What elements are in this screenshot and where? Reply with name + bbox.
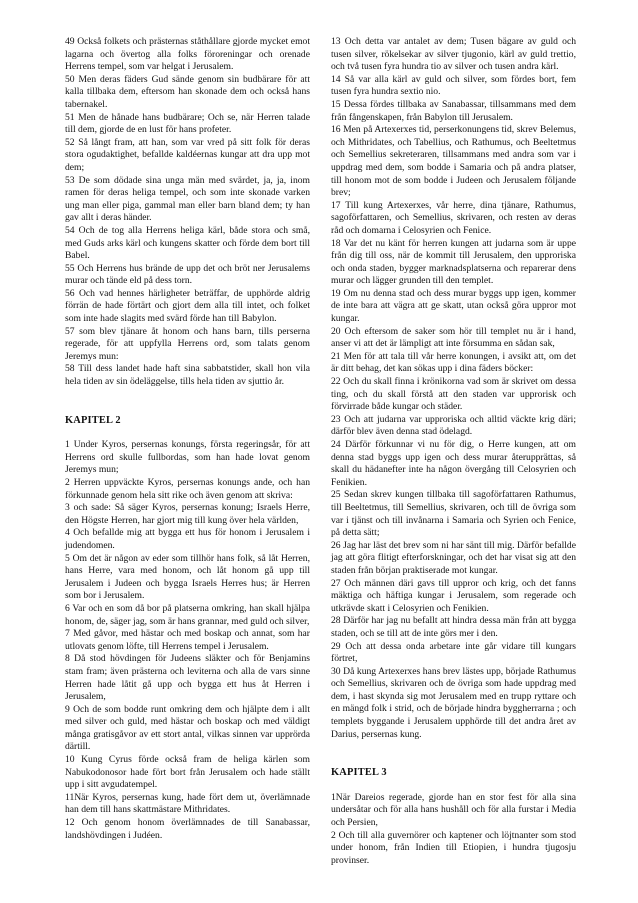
verse: 5 Om det är någon av eder som tillhör hans folk, så låt Herren, hans Herre, vara med honom, och låt honom gå upp till Jerusalem i Judeen och bygga Israels Herres hus; är Herren som bor i Jerusalem. (65, 552, 310, 602)
verse: 57 som blev tjänare åt honom och hans barn, tills perserna regerade, för att uppfylla Herrens ord, som talats genom Jeremys mun: (65, 325, 310, 362)
verse: 25 Sedan skrev kungen tillbaka till sagoförfattaren Rathumus, till Beeltetmus, till Semellius, skrivaren, och till de övriga som var i tjänst och till invånarna i Samaria och Syrien och Fenice, på detta sätt; (331, 489, 576, 539)
verse: 3 och sade: Så säger Kyros, persernas konung; Israels Herre, den Högste Herren, har gjort mig till kung över hela världen, (65, 502, 310, 526)
verse: 50 Men deras fäders Gud sände genom sin budbärare för att kalla tillbaka dem, eftersom han skonade dem och också hans tabernakel. (65, 73, 310, 110)
verse: 4 Och befallde mig att bygga ett hus för honom i Jerusalem i judendomen. (65, 527, 310, 551)
verse: 26 Jag har läst det brev som ni har sänt till mig. Därför befallde jag att göra flitigt efterforskningar, och det har visat sig att den staden från början praktiserade mot kungar. (331, 539, 576, 576)
verse-block (331, 792, 576, 868)
verse: 51 Men de hånade hans budbärare; Och se, när Herren talade till dem, gjorde de en lust för hans profeter. (65, 111, 310, 136)
verse: 17 Till kung Artexerxes, vår herre, dina tjänare, Rathumus, sagoförfattaren, och Semellius, skrivaren, och resten av deras råd och domarna i Celosyrien och Fenice. (331, 199, 576, 236)
verse: 28 Därför har jag nu befallt att hindra dessa män från att bygga staden, och se till att de inte görs mer i den. (331, 615, 576, 639)
verse: 55 Och Herrens hus brände de upp det och bröt ner Jerusalems murar och tände eld på dess torn. (65, 262, 310, 287)
verse: 11När Kyros, persernas kung, hade fört dem ut, överlämnade han dem till hans skattmästare Mithridates. (65, 791, 310, 816)
verse: 8 Då stod hövdingen för Judeens släkter och för Benjamins stam fram; även prästerna och leviterna och alla de vars sinne Herren hade låtit gå upp och bygga ett hus åt Herren i Jerusalem, (65, 653, 310, 703)
verse: 30 Då kung Artexerxes hans brev lästes upp, började Rathumus och Semellius, skrivaren och de övriga som hade uppdrag med dem, i hast skynda sig mot Jerusalem med en trupp ryttare och en mängd folk i strid, och de började hindra byggherrarna ; och templets byggande i Jerusalem upphörde till det andra året av Darius, persernas kung. (331, 665, 576, 740)
verse: 1 Under Kyros, persernas konungs, första regeringsår, för att Herrens ord skulle fullbordas, som han hade lovat genom Jeremys mun; (65, 439, 310, 476)
verse: 27 Och männen däri gavs till uppror och krig, och det fanns mäktiga och häftiga kungar i Jerusalem, som regerade och utkrävde skatt i Celosyrien och Fenikien. (331, 577, 576, 614)
verse: 2 Herren uppväckte Kyros, persernas konungs ande, och han förkunnade genom hela sitt rike och även genom att skriva: (65, 477, 310, 501)
verse: 19 Om nu denna stad och dess murar byggs upp igen, kommer de inte bara att vägra att ge skatt, utan också göra uppror mot kungar. (331, 287, 576, 325)
verse: 54 Och de tog alla Herrens heliga kärl, både stora och små, med Guds arks kärl och kungens skatter och förde dem bort till Babel. (65, 224, 310, 262)
verse-block (65, 36, 310, 389)
verse-block (65, 439, 310, 842)
chapter-heading: KAPITEL 2 (65, 414, 121, 426)
verse: 10 Kung Cyrus förde också fram de heliga kärlen som Nabukodonosor hade fört bort från Jerusalem och hade ställt upp i sitt avgudatempel. (65, 754, 310, 791)
verse: 2 Och till alla guvernörer och kaptener och löjtnanter som stod under honom, från Indien till Etiopien, i hundra tjugosju provinser. (331, 829, 576, 866)
verse: 13 Och detta var antalet av dem; Tusen bägare av guld och tusen silver, rökelsekar av silver tjugonio, kärl av guld trettio, och två tusen fyra hundra tio av silver och tusen andra kärl. (331, 36, 576, 73)
verse: 20 Och eftersom de saker som hör till templet nu är i hand, anser vi att det är lämpligt att inte försumma en sådan sak, (331, 325, 576, 350)
verse: 52 Så långt fram, att han, som var vred på sitt folk för deras stora ogudaktighet, befallde kaldéernas kungar att dra upp mot dem; (65, 136, 310, 173)
verse: 23 Och att judarna var upproriska och alltid väckte krig däri; därför blev även denna stad ödelagd. (331, 413, 576, 438)
verse: 9 Och de som bodde runt omkring dem och hjälpte dem i allt med silver och guld, med hästar och boskap och med väldigt många gratisgåvor av ett stort antal, vilkas sinnen var upprörda därtill. (65, 703, 310, 753)
right-column (331, 36, 576, 867)
verse: 53 De som dödade sina unga män med svärdet, ja, ja, inom ramen för deras heliga tempel, och som inte skonade varken ung man eller piga, gammal man eller barn bland dem; ty han gav allt i deras händer. (65, 174, 310, 224)
verse: 6 Var och en som då bor på platserna omkring, han skall hjälpa honom, de, säger jag, som är hans grannar, med guld och silver, (65, 602, 310, 627)
verse: 1När Dareios regerade, gjorde han en stor fest för alla sina undersåtar och för alla hans hushåll och för alla furstar i Media och Persien, (331, 791, 576, 829)
verse: 7 Med gåvor, med hästar och med boskap och annat, som har utlovats genom löfte, till Herrens tempel i Jerusalem. (65, 628, 310, 652)
verse: 18 Var det nu känt för herren kungen att judarna som är uppe från dig till oss, när de kommit till Jerusalem, den upproriska och onda staden, bygger marknadsplatserna och reparerar dens murar och lägger grunden till den templet. (331, 237, 576, 287)
verse: 14 Så var alla kärl av guld och silver, som fördes bort, fem tusen fyra hundra sextio nio. (331, 73, 576, 98)
left-column (65, 36, 310, 842)
verse: 24 Därför förkunnar vi nu för dig, o Herre kungen, att om denna stad byggs upp igen och dess murar återupprättas, så skall du hädanefter inte ha någon övergång till Celosyrien och Fenikien. (331, 439, 576, 488)
verse: 29 Och att dessa onda arbetare inte går vidare till kungars förtret, (331, 640, 576, 665)
verse: 22 Och du skall finna i krönikorna vad som är skrivet om dessa ting, och du skall förstå att den staden var upprorisk och förvirrade både kungar och städer. (331, 376, 576, 413)
verse: 15 Dessa fördes tillbaka av Sanabassar, tillsammans med dem från fångenskapen, från Babylon till Jerusalem. (331, 98, 576, 123)
chapter-heading: KAPITEL 3 (331, 767, 387, 779)
verse: 58 Till dess landet hade haft sina sabbatstider, skall hon vila hela tiden av sin ödeläggelse, tills hela tiden av sjuttio år. (65, 363, 310, 388)
verse: 49 Också folkets och prästernas ståthållare gjorde mycket emot lagarna och övertog alla folks föroreningar och orenade Herrens tempel, som var helgat i Jerusalem. (65, 36, 310, 73)
verse: 56 Och vad hennes härligheter beträffar, de upphörde aldrig förrän de hade förtärt och gjort dem alla till intet, och folket som inte hade slagits med svärd förde han till Babylon. (65, 287, 310, 325)
verse: 12 Och genom honom överlämnades de till Sanabassar, landshövdingen i Judéen. (65, 817, 310, 841)
verse-block (331, 36, 576, 741)
verse: 16 Men på Artexerxes tid, perserkonungens tid, skrev Belemus, och Mithridates, och Tabellius, och Rathumus, och Beeltetmus och Semellius sekreteraren, tillsammans med andra som var i uppdrag med dem, som bodde i Samaria och på andra platser, till honom mot de som bodde i Judeen och Jerusalem följande brev; (331, 124, 576, 199)
verse: 21 Men för att tala till vår herre konungen, i avsikt att, om det är ditt behag, det kan sökas upp i dina fäders böcker: (331, 350, 576, 375)
